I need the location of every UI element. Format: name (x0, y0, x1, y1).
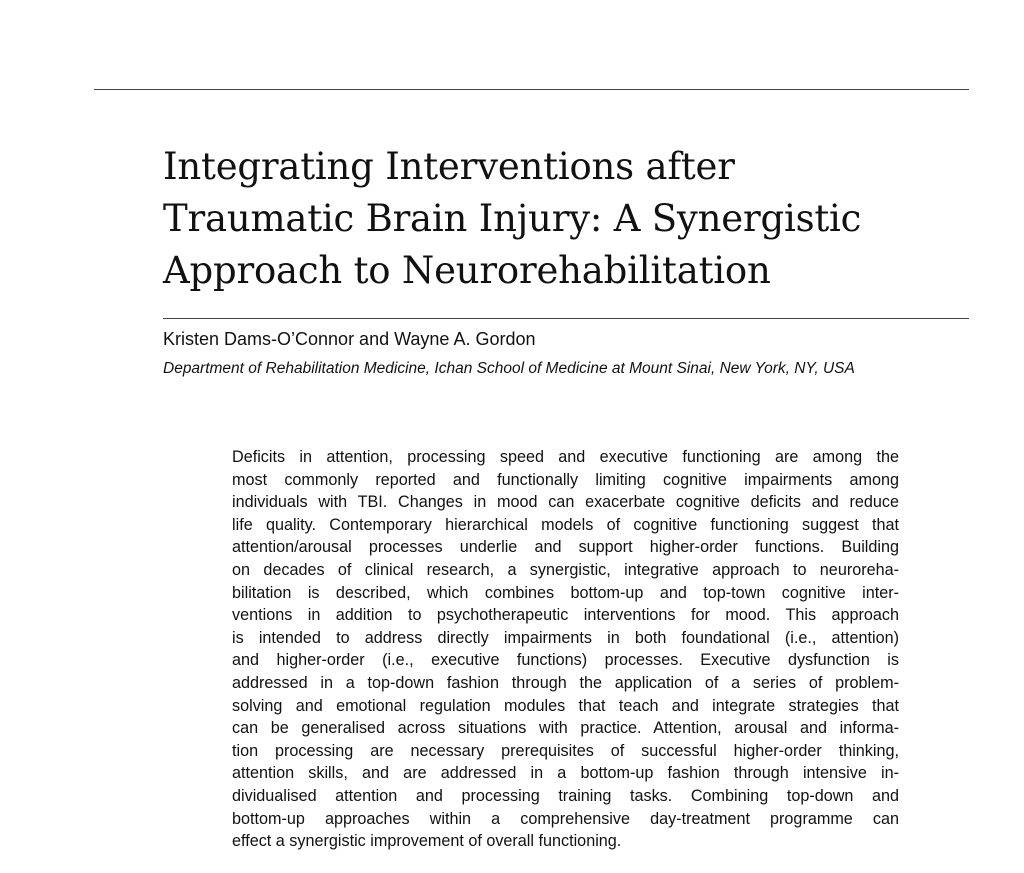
abstract-line: most commonly reported and functionally limiting cognitive impairments among (232, 470, 899, 489)
abstract (232, 446, 899, 853)
title-line-2: Traumatic Brain Injury: A Synergistic (163, 197, 862, 240)
top-rule (94, 89, 969, 90)
affiliation: Department of Rehabilitation Medicine, Ichan School of Medicine at Mount Sinai, New York, NY, USA (163, 360, 855, 377)
title-rule (163, 318, 969, 319)
abstract-line: is intended to address directly impairments in both foundational (i.e., attention) (232, 628, 899, 647)
paper-title (163, 141, 943, 297)
title-line-3: Approach to Neurorehabilitation (163, 249, 771, 292)
abstract-line: attention/arousal processes underlie and support higher-order functions. Building (232, 538, 899, 557)
abstract-line: addressed in a top-down fashion through the application of a series of problem- (232, 673, 899, 692)
abstract-line: can be generalised across situations with practice. Attention, arousal and informa- (232, 719, 899, 738)
abstract-line: and higher-order (i.e., executive functions) processes. Executive dysfunction is (232, 651, 899, 670)
title-line-1: Integrating Interventions after (163, 145, 735, 188)
abstract-line: bilitation is described, which combines bottom-up and top-town cognitive inter- (232, 583, 899, 602)
abstract-line: life quality. Contemporary hierarchical models of cognitive functioning suggest that (232, 515, 899, 534)
abstract-line: solving and emotional regulation modules that teach and integrate strategies that (232, 696, 899, 715)
abstract-line: dividualised attention and processing training tasks. Combining top-down and (232, 786, 899, 805)
abstract-line: effect a synergistic improvement of overall functioning. (232, 832, 622, 851)
abstract-line: tion processing are necessary prerequisites of successful higher-order thinking, (232, 741, 899, 760)
abstract-line: Deficits in attention, processing speed and executive functioning are among the (232, 448, 899, 466)
abstract-line: ventions in addition to psychotherapeutic interventions for mood. This approach (232, 606, 899, 625)
abstract-line: individuals with TBI. Changes in mood can exacerbate cognitive deficits and reduce (232, 493, 899, 512)
abstract-line: attention skills, and are addressed in a bottom-up fashion through intensive in- (232, 764, 899, 783)
abstract-line: bottom-up approaches within a comprehensive day-treatment programme can (232, 809, 899, 828)
abstract-line: on decades of clinical research, a synergistic, integrative approach to neuroreha- (232, 560, 899, 579)
authors: Kristen Dams-O’Connor and Wayne A. Gordon (163, 329, 536, 349)
